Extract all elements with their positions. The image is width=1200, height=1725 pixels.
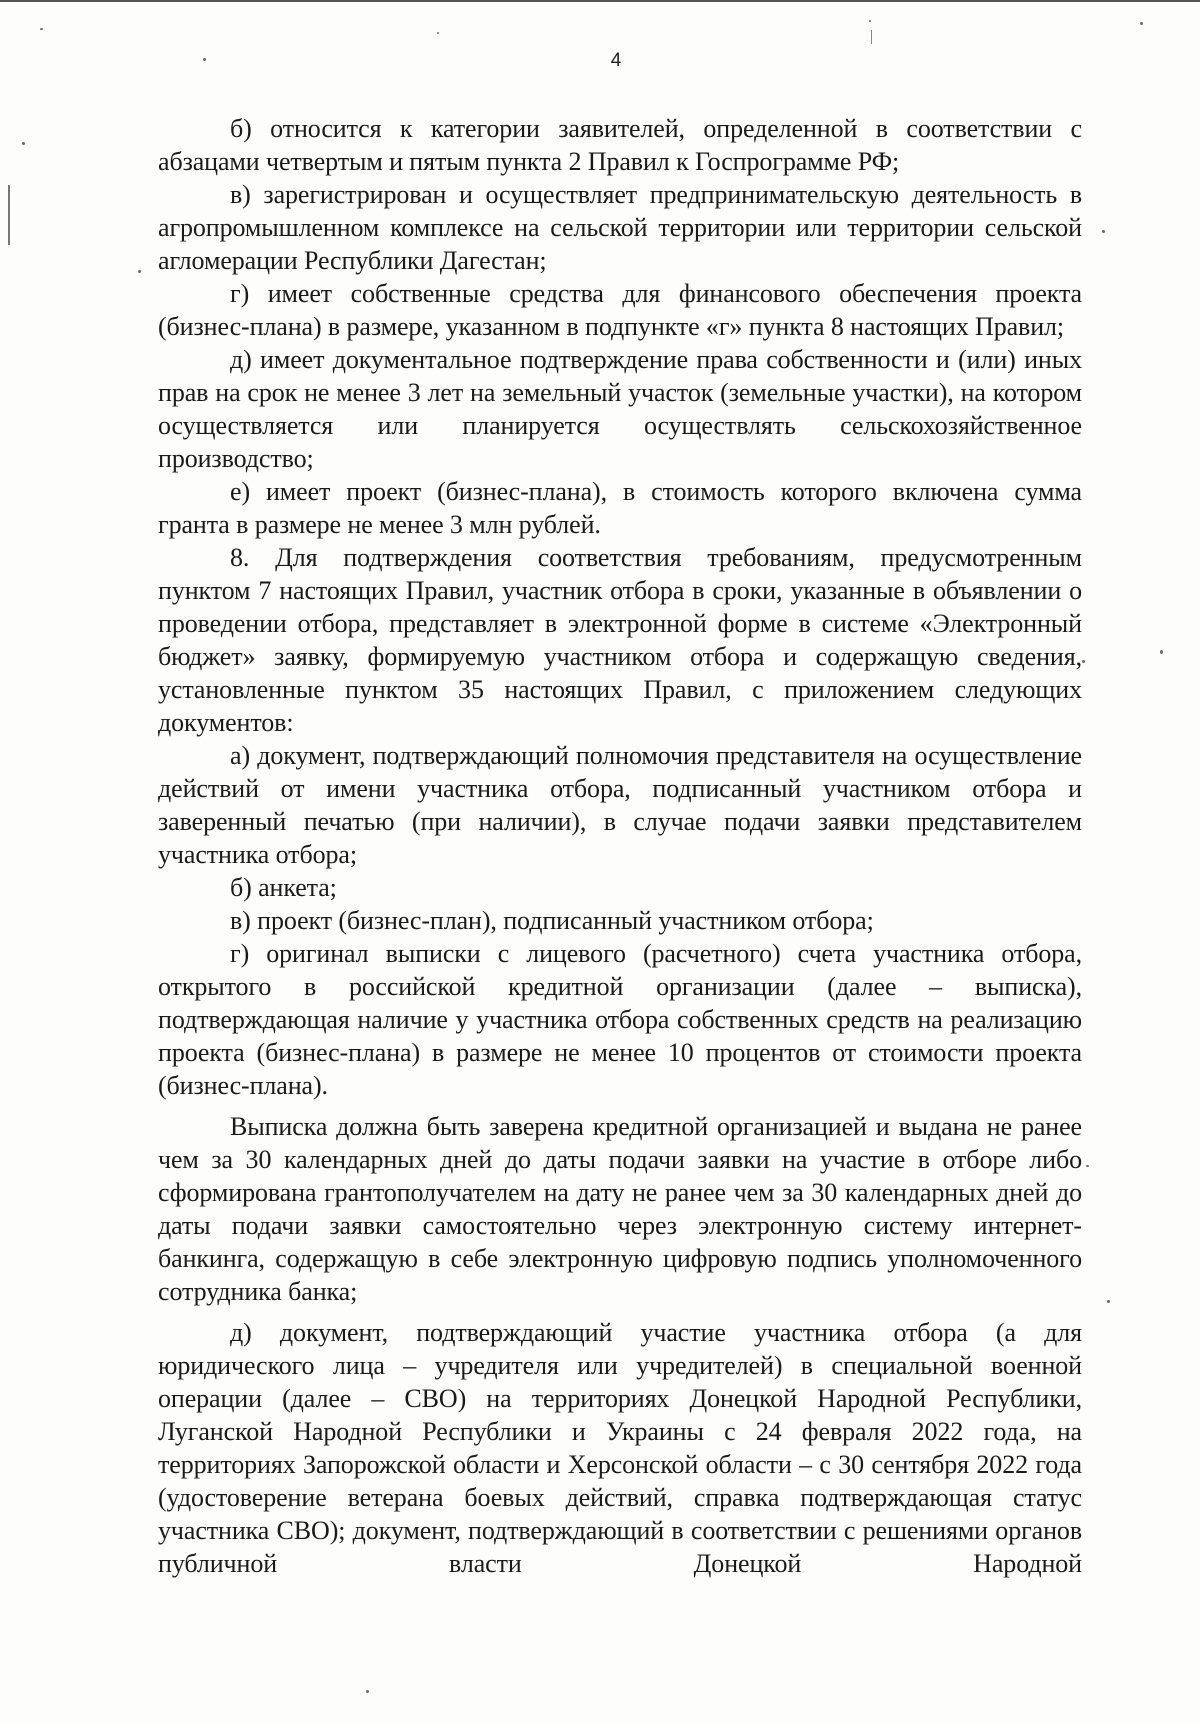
scan-speck	[437, 32, 439, 34]
scan-edge-line	[0, 0, 1200, 2]
scan-speck	[1160, 650, 1163, 654]
paragraph-g: г) имеет собственные средства для финансового обеспечения проекта (бизнес-плана) в размере, указанном в подпункте «г» пункта 8 настоящих Правил;	[158, 279, 1082, 341]
scan-speck	[869, 20, 871, 22]
page-number: 4	[610, 50, 622, 71]
scan-mark	[8, 185, 10, 245]
scan-speck	[366, 1690, 369, 1693]
paragraph-d: д) имеет документальное подтверждение права собственности и (или) иных прав на срок не менее 3 лет на земельный участок (земельные участки), на котором осуществляется или планируется осуществлять сельскохозяйственное производство;	[158, 345, 1082, 473]
scan-speck	[138, 270, 141, 273]
document-body	[158, 112, 1082, 1580]
paragraph-b: б) относится к категории заявителей, определенной в соответствии с абзацами четвертым и пятым пункта 2 Правил к Госпрограмме РФ;	[158, 114, 1082, 176]
paragraph-8: 8. Для подтверждения соответствия требованиям, предусмотренным пунктом 7 настоящих Правил, участник отбора в сроки, указанные в объявлении о проведении отбора, представляет в электронной форме в системе «Электронный бюджет» заявку, формируемую участником отбора и содержащую сведения, установленные пунктом 35 настоящих Правил, с приложением следующих документов:	[158, 543, 1082, 737]
scan-speck	[1102, 230, 1105, 233]
paragraph-e: е) имеет проект (бизнес-плана), в стоимость которого включена сумма гранта в размере не менее 3 млн рублей.	[158, 477, 1082, 539]
scan-speck	[1086, 1165, 1089, 1167]
paragraph-8d: д) документ, подтверждающий участие участника отбора (а для юридического лица – учредителя или учредителей) в специальной военной операции (далее – СВО) на территориях Донецкой Народной Республики, Луганской Народной Республики и Украины с 24 февраля 2022 года, на территориях Запорожской области и Херсонской области – с 30 сентября 2022 года (удостоверение ветерана боевых действий, справка подтверждающая статус участника СВО); документ, подтверждающий в соответствии с решениями органов публичной власти Донецкой Народной	[158, 1318, 1082, 1578]
scan-speck	[1082, 660, 1085, 663]
paragraph-8v: в) проект (бизнес-план), подписанный участником отбора;	[230, 906, 874, 935]
paragraph-8a: а) документ, подтверждающий полномочия представителя на осуществление действий от имени участника отбора, подписанный участником отбора и заверенный печатью (при наличии), в случае подачи заявки представителем участника отбора;	[158, 741, 1082, 869]
paragraph-v: в) зарегистрирован и осуществляет предпринимательскую деятельность в агропромышленном комплексе на сельской территории или территории сельской агломерации Республики Дагестан;	[158, 180, 1082, 275]
scan-speck	[1107, 1300, 1110, 1303]
scan-speck	[22, 142, 25, 145]
paragraph-8b: б) анкета;	[230, 873, 337, 902]
scan-speck	[40, 28, 43, 30]
scan-mark	[871, 30, 872, 44]
paragraph-8g: г) оригинал выписки с лицевого (расчетного) счета участника отбора, открытого в российской кредитной организации (далее – выписка), подтверждающая наличие у участника отбора собственных средств на реализацию проекта (бизнес-плана) в размере не менее 10 процентов от стоимости проекта (бизнес-плана).	[158, 939, 1082, 1100]
paragraph-statement: Выписка должна быть заверена кредитной организацией и выдана не ранее чем за 30 календарных дней до даты подачи заявки на участие в отборе либо сформирована грантополучателем на дату не ранее чем за 30 календарных дней до даты подачи заявки самостоятельно через электронную систему интернет-банкинга, содержащую в себе электронную цифровую подпись уполномоченного сотрудника банка;	[158, 1112, 1082, 1306]
scan-speck	[1140, 22, 1143, 25]
